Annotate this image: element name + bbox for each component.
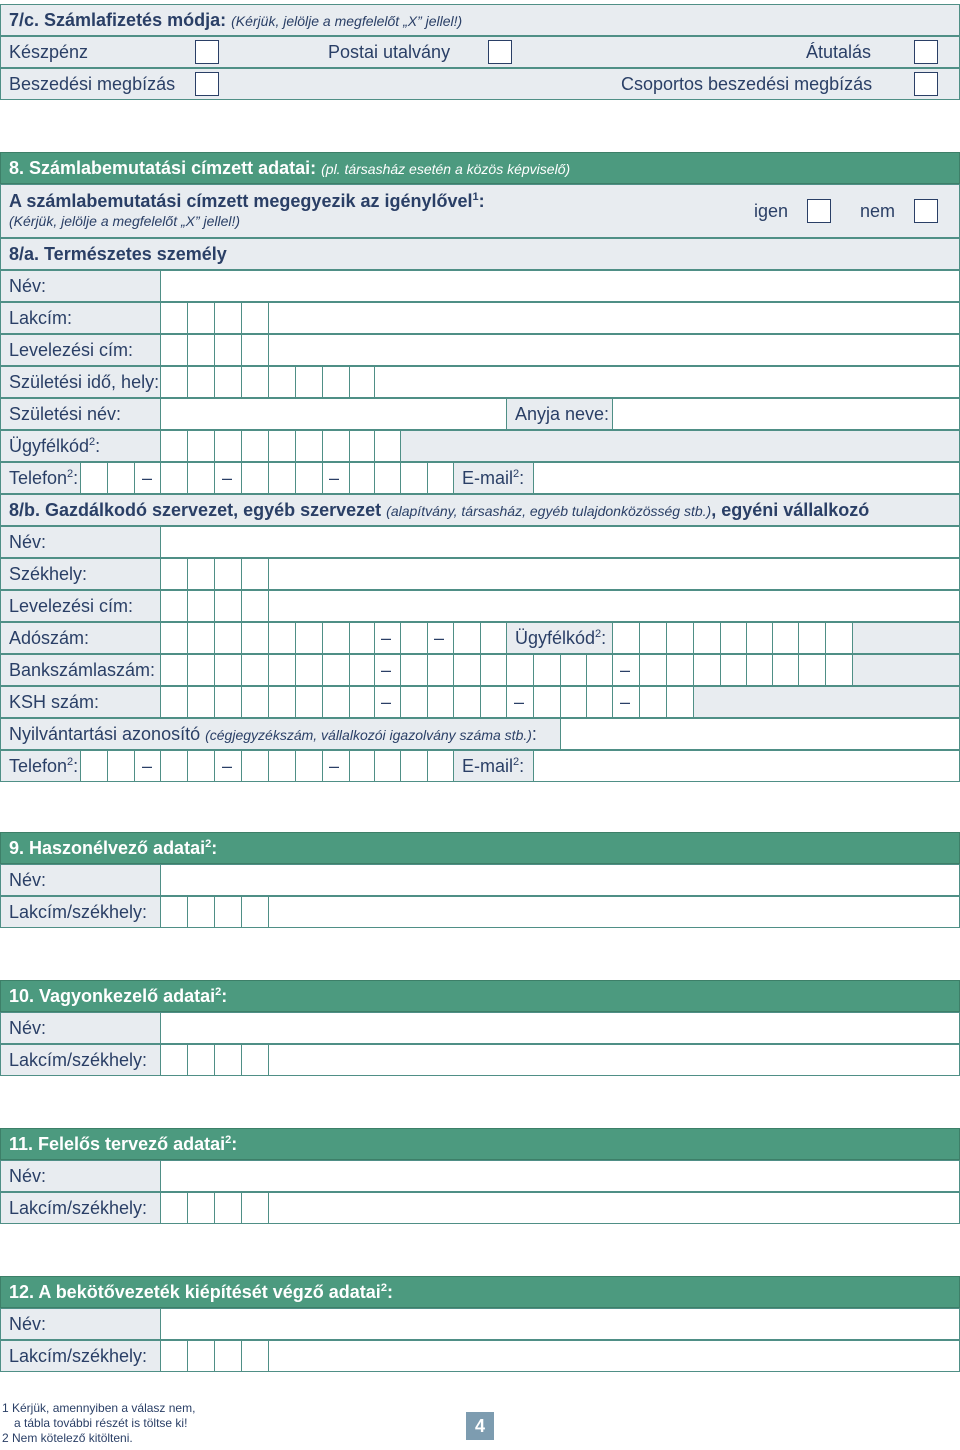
8b-bank-c23[interactable] [798,654,826,686]
yes-label: igen [754,201,789,221]
8b-email-colon: : [519,756,525,776]
8b-phone-c1[interactable] [80,750,108,782]
section-12-colon: : [386,1282,393,1302]
8b-bank-c8[interactable] [349,654,375,686]
8b-name-field[interactable] [160,526,960,558]
11-zip-2[interactable] [187,1192,215,1224]
8b-clientcode-label [506,622,613,654]
section-11-colon: : [231,1134,238,1154]
8b-clientcode-c8[interactable] [798,622,826,654]
8b-ksh-c5[interactable] [268,686,296,718]
8b-bank-c1[interactable] [160,654,188,686]
8a-phone-dash-2: – [222,468,233,488]
same-question-colon: : [478,191,485,211]
8b-clientcode-c1[interactable] [612,622,640,654]
8b-phone-text: Telefon [9,756,68,776]
8a-postal-field[interactable] [268,334,960,366]
8b-clientcode-c3[interactable] [666,622,694,654]
11-address-field[interactable] [268,1192,960,1224]
8a-postal-zip-2[interactable] [187,334,215,366]
12-zip-2[interactable] [187,1340,215,1372]
8b-ksh-c12[interactable] [480,686,507,718]
8a-email-colon: : [519,468,525,488]
section-8b-note: (alapítvány, társasház, egyéb tulajdonközösség stb.) [386,503,712,519]
section-12-header [0,1276,960,1308]
10-address-field[interactable] [268,1044,960,1076]
8b-bank-c17[interactable] [639,654,667,686]
section-12-sup: 2 [380,1282,387,1294]
8a-address-field[interactable] [268,302,960,334]
8b-phone-sup: 2 [67,756,74,768]
8b-postal-label: Levelezési cím: [0,590,161,622]
8a-phone-colon: : [73,468,79,488]
12-name-field[interactable] [160,1308,960,1340]
8a-clientcode-c7[interactable] [322,430,350,462]
section-10-sup: 2 [215,986,222,998]
8a-phone-c4[interactable] [187,462,215,494]
8b-registry-text: Nyilvántartási azonosító [9,724,201,744]
8a-phone-sup: 2 [67,468,74,480]
section-8b-title: 8/b. Gazdálkodó szervezet, egyéb szervezet [9,500,382,520]
8a-clientcode-c3[interactable] [214,430,242,462]
same-question-sup: 1 [472,191,479,203]
checkbox-cash[interactable] [195,40,219,64]
9-name-label: Név: [0,864,161,896]
8a-clientcode-c2[interactable] [187,430,215,462]
8b-postal-field[interactable] [268,590,960,622]
9-address-label: Lakcím/székhely: [0,896,161,928]
8b-ksh-c8[interactable] [349,686,375,718]
8b-ksh-rest [693,686,960,718]
8b-ksh-c10[interactable] [427,686,454,718]
9-address-field[interactable] [268,896,960,928]
8b-ksh-dash-2: – [514,692,525,712]
8b-seat-zip-4[interactable] [241,558,269,590]
8b-ksh-dash-1: – [381,692,392,712]
8a-name-field[interactable] [160,270,960,302]
8b-bank-dash-2: – [620,660,631,680]
9-zip-1[interactable] [160,896,188,928]
9-zip-4[interactable] [241,896,269,928]
8a-clientcode-sup: 2 [89,436,96,448]
8b-bank-c9[interactable] [400,654,428,686]
8b-bank-c18[interactable] [666,654,694,686]
checkbox-group-debit[interactable] [914,72,938,96]
8a-postal-zip-3[interactable] [214,334,242,366]
footnote-1b: a tábla további részét is töltse ki! [14,1416,188,1430]
checkbox-yes[interactable] [807,199,831,223]
section-8b-header [0,494,960,526]
8a-phone-c1[interactable] [80,462,108,494]
8b-clientcode-colon: : [601,628,607,648]
8a-birthname-label: Születési név: [0,398,161,430]
8b-bank-c13[interactable] [506,654,534,686]
10-zip-2[interactable] [187,1044,215,1076]
page-number: 4 [466,1412,494,1440]
8b-clientcode-text: Ügyfélkód [515,628,596,648]
8b-registry-label [0,718,561,750]
8b-seat-label: Székhely: [0,558,161,590]
section-8a-header: 8/a. Természetes személy [0,238,960,270]
8a-phone-c2[interactable] [107,462,135,494]
8b-clientcode-sup: 2 [595,628,602,640]
8b-phone-c5[interactable] [241,750,269,782]
12-address-field[interactable] [268,1340,960,1372]
8a-postal-label: Levelezési cím: [0,334,161,366]
8a-birth-label: Születési idő, hely: [0,366,161,398]
8b-clientcode-c9[interactable] [825,622,853,654]
8b-email-field[interactable] [533,750,960,782]
8a-clientcode-label [0,430,161,462]
8b-bank-c21[interactable] [746,654,773,686]
checkbox-postal[interactable] [488,40,512,64]
11-zip-4[interactable] [241,1192,269,1224]
8b-email-sup: 2 [513,756,520,768]
8b-tax-c2[interactable] [187,622,215,654]
8b-bank-c14[interactable] [533,654,561,686]
8b-ksh-c3[interactable] [214,686,242,718]
8a-clientcode-rest [400,430,960,462]
8b-ksh-c9[interactable] [400,686,428,718]
8b-postal-zip-3[interactable] [214,590,242,622]
8b-ksh-c1[interactable] [160,686,188,718]
8b-phone-dash-1: – [142,756,153,776]
8a-clientcode-c1[interactable] [160,430,188,462]
8b-tax-c10[interactable] [453,622,481,654]
8b-bank-c11[interactable] [453,654,481,686]
8a-address-zip-1[interactable] [160,302,188,334]
8a-birth-y1[interactable] [160,366,188,398]
8b-ksh-label: KSH szám: [0,686,161,718]
8a-birth-place-field[interactable] [374,366,960,398]
8b-ksh-c17[interactable] [666,686,694,718]
8b-postal-zip-1[interactable] [160,590,188,622]
8a-postal-zip-1[interactable] [160,334,188,366]
9-name-field[interactable] [160,864,960,896]
checkbox-no[interactable] [914,199,938,223]
8b-clientcode-c4[interactable] [693,622,721,654]
8b-seat-zip-2[interactable] [187,558,215,590]
section-8-header [0,152,960,184]
8a-phone-c7[interactable] [295,462,323,494]
8a-phone-c10[interactable] [400,462,428,494]
8a-phone-c11[interactable] [427,462,454,494]
10-name-label: Név: [0,1012,161,1044]
section-9-colon: : [211,838,218,858]
8b-bank-c2[interactable] [187,654,215,686]
8b-ksh-dash-3: – [620,692,631,712]
8b-phone-label [0,750,81,782]
checkbox-direct-debit[interactable] [195,72,219,96]
11-address-label: Lakcím/székhely: [0,1192,161,1224]
8b-registry-colon: : [531,724,537,744]
8b-tax-c5[interactable] [268,622,296,654]
8b-tax-c7[interactable] [322,622,350,654]
8b-bank-label: Bankszámlaszám: [0,654,161,686]
8a-birth-y4[interactable] [241,366,269,398]
8b-ksh-c11[interactable] [453,686,481,718]
8a-birth-y3[interactable] [214,366,242,398]
section-10-header [0,980,960,1012]
8a-birth-d2[interactable] [349,366,375,398]
10-name-field[interactable] [160,1012,960,1044]
8b-postal-zip-4[interactable] [241,590,269,622]
8a-clientcode-c6[interactable] [295,430,323,462]
8b-bank-c12[interactable] [480,654,507,686]
section-9-title: 9. Haszonélvező adatai [9,838,206,858]
11-name-field[interactable] [160,1160,960,1192]
8b-tax-c11[interactable] [480,622,507,654]
8a-birth-y2[interactable] [187,366,215,398]
section-8-note: (pl. társasház esetén a közös képviselő) [321,161,571,177]
10-zip-4[interactable] [241,1044,269,1076]
8b-bank-c7[interactable] [322,654,350,686]
8b-ksh-c7[interactable] [322,686,350,718]
8a-address-label: Lakcím: [0,302,161,334]
section-12-title: 12. A bekötővezeték kiépítését végző adatai [9,1282,381,1302]
option-group-debit-label: Csoportos beszedési megbízás [621,74,873,94]
no-label: nem [860,201,896,221]
8a-birth-m1[interactable] [268,366,296,398]
8b-clientcode-c5[interactable] [720,622,747,654]
8b-ksh-c4[interactable] [241,686,269,718]
8a-address-zip-4[interactable] [241,302,269,334]
8a-phone-label [0,462,81,494]
8a-phone-dash-1: – [142,468,153,488]
8a-mother-field[interactable] [612,398,960,430]
8b-tax-c9[interactable] [400,622,428,654]
8b-phone-c4[interactable] [187,750,215,782]
12-name-label: Név: [0,1308,161,1340]
8b-ksh-c16[interactable] [639,686,667,718]
8b-phone-colon: : [73,756,79,776]
footnote-2: 2 Nem kötelező kitölteni. [2,1431,133,1445]
8a-phone-c9[interactable] [374,462,401,494]
8a-clientcode-text: Ügyfélkód [9,436,90,456]
8b-phone-c2[interactable] [107,750,135,782]
option-cash-label: Készpénz [9,42,89,62]
8b-bank-c4[interactable] [241,654,269,686]
9-zip-2[interactable] [187,896,215,928]
8b-clientcode-rest [852,622,960,654]
8b-email-text: E-mail [462,756,514,776]
11-zip-1[interactable] [160,1192,188,1224]
8b-phone-c8[interactable] [349,750,375,782]
8b-phone-c6[interactable] [268,750,296,782]
8b-bank-c24[interactable] [825,654,853,686]
8b-clientcode-c2[interactable] [639,622,667,654]
8a-clientcode-c9[interactable] [374,430,401,462]
option-transfer-label: Átutalás [806,42,872,62]
8b-ksh-c6[interactable] [295,686,323,718]
8a-address-zip-3[interactable] [214,302,242,334]
8b-postal-zip-2[interactable] [187,590,215,622]
12-zip-4[interactable] [241,1340,269,1372]
12-zip-3[interactable] [214,1340,242,1372]
8a-mother-label: Anyja neve: [506,398,613,430]
section-7c-note: (Kérjük, jelölje a megfelelőt „X” jellel!) [231,13,463,29]
8b-ksh-c15[interactable] [586,686,613,718]
8a-clientcode-c4[interactable] [241,430,269,462]
8a-birthname-field[interactable] [160,398,507,430]
8b-phone-c9[interactable] [374,750,401,782]
8a-email-text: E-mail [462,468,514,488]
8a-phone-text: Telefon [9,468,68,488]
12-zip-1[interactable] [160,1340,188,1372]
8b-bank-c15[interactable] [560,654,587,686]
8b-bank-c16[interactable] [586,654,613,686]
section-8-title: 8. Számlabemutatási címzett adatai: [9,158,317,178]
8b-name-label: Név: [0,526,161,558]
checkbox-transfer[interactable] [914,40,938,64]
section-11-sup: 2 [225,1134,232,1146]
8b-phone-c7[interactable] [295,750,323,782]
8b-bank-c22[interactable] [772,654,799,686]
11-name-label: Név: [0,1160,161,1192]
10-zip-1[interactable] [160,1044,188,1076]
8a-postal-zip-4[interactable] [241,334,269,366]
8a-birth-m2[interactable] [295,366,323,398]
section-7c-title: 7/c. Számlafizetés módja: [9,10,227,30]
10-zip-3[interactable] [214,1044,242,1076]
8b-bank-c5[interactable] [268,654,296,686]
8a-phone-c6[interactable] [268,462,296,494]
8b-phone-c11[interactable] [427,750,454,782]
section-11-title: 11. Felelős tervező adatai [9,1134,226,1154]
section-11-header [0,1128,960,1160]
8b-tax-dash-2: – [434,628,445,648]
8b-clientcode-c6[interactable] [746,622,773,654]
8b-email-label [453,750,534,782]
section-7c-header [0,4,960,36]
8a-clientcode-c8[interactable] [349,430,375,462]
8b-phone-c3[interactable] [160,750,188,782]
8b-ksh-c2[interactable] [187,686,215,718]
8a-phone-c8[interactable] [349,462,375,494]
option-postal-label: Postai utalvány [328,42,451,62]
8b-seat-zip-1[interactable] [160,558,188,590]
8b-bank-dash-1: – [381,660,392,680]
8b-bank-c20[interactable] [720,654,747,686]
8b-bank-c19[interactable] [693,654,721,686]
8a-email-sup: 2 [513,468,520,480]
8b-seat-zip-3[interactable] [214,558,242,590]
8a-clientcode-colon: : [95,436,101,456]
8b-registry-note: (cégjegyzékszám, vállalkozói igazolvány száma stb.) [205,727,532,743]
8b-ksh-c13[interactable] [533,686,561,718]
12-address-label: Lakcím/székhely: [0,1340,161,1372]
8a-phone-c3[interactable] [160,462,188,494]
section-9-header [0,832,960,864]
8b-tax-c8[interactable] [349,622,375,654]
8a-phone-c5[interactable] [241,462,269,494]
8b-phone-dash-2: – [222,756,233,776]
section-10-colon: : [221,986,228,1006]
footnote-1a: 1 Kérjük, amennyiben a válasz nem, [2,1401,196,1415]
8a-address-zip-2[interactable] [187,302,215,334]
8b-seat-field[interactable] [268,558,960,590]
8b-clientcode-c7[interactable] [772,622,799,654]
11-zip-3[interactable] [214,1192,242,1224]
8a-email-label [453,462,534,494]
8b-tax-label: Adószám: [0,622,161,654]
10-address-label: Lakcím/székhely: [0,1044,161,1076]
8a-clientcode-c5[interactable] [268,430,296,462]
same-question-text: A számlabemutatási címzett megegyezik az igénylővel [9,191,473,211]
section-8b-title-end: , egyéni vállalkozó [711,500,870,520]
8b-bank-rest [852,654,960,686]
8b-phone-dash-3: – [329,756,340,776]
8b-registry-field[interactable] [560,718,960,750]
8b-bank-c10[interactable] [427,654,454,686]
8a-name-label: Név: [0,270,161,302]
option-direct-debit-label: Beszedési megbízás [9,74,176,94]
8b-tax-c4[interactable] [241,622,269,654]
8b-tax-dash-1: – [381,628,392,648]
same-question-note: (Kérjük, jelölje a megfelelőt „X” jellel!) [9,213,241,229]
section-9-sup: 2 [205,838,212,850]
8b-bank-c6[interactable] [295,654,323,686]
section-10-title: 10. Vagyonkezelő adatai [9,986,216,1006]
8b-ksh-c14[interactable] [560,686,587,718]
9-zip-3[interactable] [214,896,242,928]
8a-email-field[interactable] [533,462,960,494]
8b-tax-c3[interactable] [214,622,242,654]
8a-birth-d1[interactable] [322,366,350,398]
8b-phone-c10[interactable] [400,750,428,782]
8b-bank-c3[interactable] [214,654,242,686]
8b-tax-c1[interactable] [160,622,188,654]
8a-phone-dash-3: – [329,468,340,488]
8b-tax-c6[interactable] [295,622,323,654]
